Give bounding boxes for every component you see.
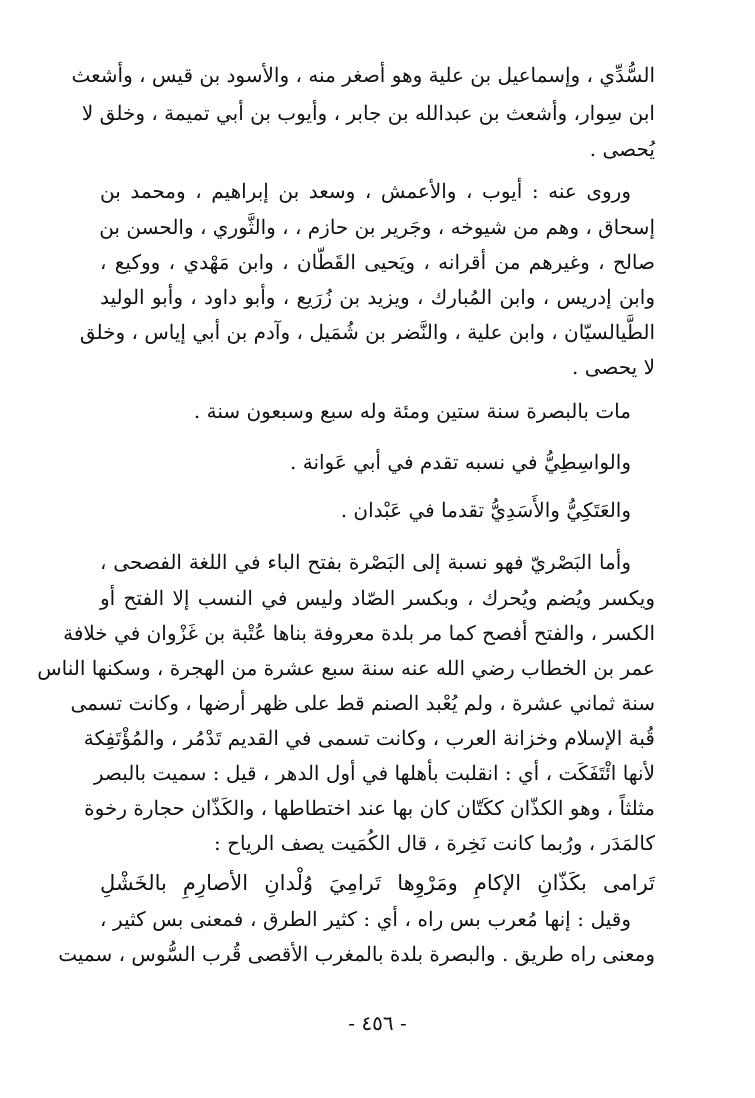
- text-line: يُحصى .: [589, 137, 655, 161]
- text-line: وابن إدريس ، وابن المُبارك ، ويزيد بن زُرَيع ، وأبو داود ، وأبو الوليد: [100, 285, 655, 309]
- text-line: قُبة الإسلام وخزانة العرب ، وكانت تسمى في القديم تَدْمُر ، والمُؤْتَفِكة: [83, 726, 655, 750]
- poem-verse: تَرامى بكَذّانِ الإكامِ ومَرْوِها تَرامِيَ وُلْدانِ الأصارِمِ بالخَشْلِ: [100, 871, 655, 895]
- text-line: ومعنى راه طريق . والبصرة بلدة بالمغرب الأقصى قُرب السُّوس ، سميت: [58, 942, 655, 966]
- text-line: الطَّيالسيّان ، وابن علية ، والنَّضر بن شُمَيل ، وآدم بن أبي إياس ، وخلق: [79, 320, 655, 344]
- text-line: والواسِطِيُّ في نسبه تقدم في أبي عَوانة .: [290, 450, 631, 474]
- text-line: والعَتَكِيُّ والأَسَدِيُّ تقدما في عَبْدان .: [340, 498, 631, 522]
- text-line: صالح ، وغيرهم من أقرانه ، ويَحيى القَطّان ، وابن مَهْدي ، ووكيع ،: [100, 250, 655, 274]
- text-line: ابن سِوار، وأشعث بن عبدالله بن جابر ، وأيوب بن أبي تميمة ، وخلق لا: [81, 101, 655, 125]
- text-line: وروى عنه : أيوب ، والأعمش ، وسعد بن إبراهيم ، ومحمد بن: [100, 179, 631, 203]
- text-line: سنة ثماني عشرة ، ولم يُعْبد الصنم قط على ظهر أرضها ، وكانت تسمى: [70, 691, 655, 715]
- text-line: ويكسر ويُضم ويُحرك ، وبكسر الصّاد وليس في النسب إلا الفتح أو: [100, 586, 655, 610]
- text-line: لا يحصى .: [572, 355, 655, 379]
- text-line: الكسر ، والفتح أفصح كما مر بلدة معروفة بناها عُتْبة بن غَزْوان في خلافة: [63, 621, 655, 645]
- text-line: كالمَدَر ، ورُبما كانت نَخِرة ، قال الكُمَيت يصف الرياح :: [214, 831, 655, 855]
- text-line: مات بالبصرة سنة ستين ومئة وله سبع وسبعون سنة .: [193, 399, 631, 423]
- text-line: وأما البَصْريّ فهو نسبة إلى البَصْرة بفتح الباء في اللغة الفصحى ،: [100, 550, 631, 574]
- text-line: إسحاق ، وهم من شيوخه ، وجَرير بن حازم ، ، والثَّوري ، والحسن بن: [99, 215, 655, 239]
- text-line: السُّدِّي ، وإسماعيل بن علية وهو أصغر منه ، والأسود بن قيس ، وأشعث: [71, 63, 655, 87]
- text-line: وقيل : إنها مُعرب بس راه ، أي : كثير الطرق ، فمعنى بس كثير ،: [100, 907, 631, 931]
- page-number: - ٤٥٦ -: [348, 1011, 407, 1035]
- text-line: مثلثاً ، وهو الكذّان ككَتّان كان بها عند اختطاطها ، والكَذّان حجارة رخوة: [84, 796, 655, 820]
- text-line: عمر بن الخطاب رضي الله عنه سنة سبع عشرة من الهجرة ، وسكنها الناس: [37, 656, 655, 680]
- text-line: لأنها ائْتَفَكَت ، أي : انقلبت بأهلها في أول الدهر ، قيل : سميت بالبصر: [93, 761, 655, 785]
